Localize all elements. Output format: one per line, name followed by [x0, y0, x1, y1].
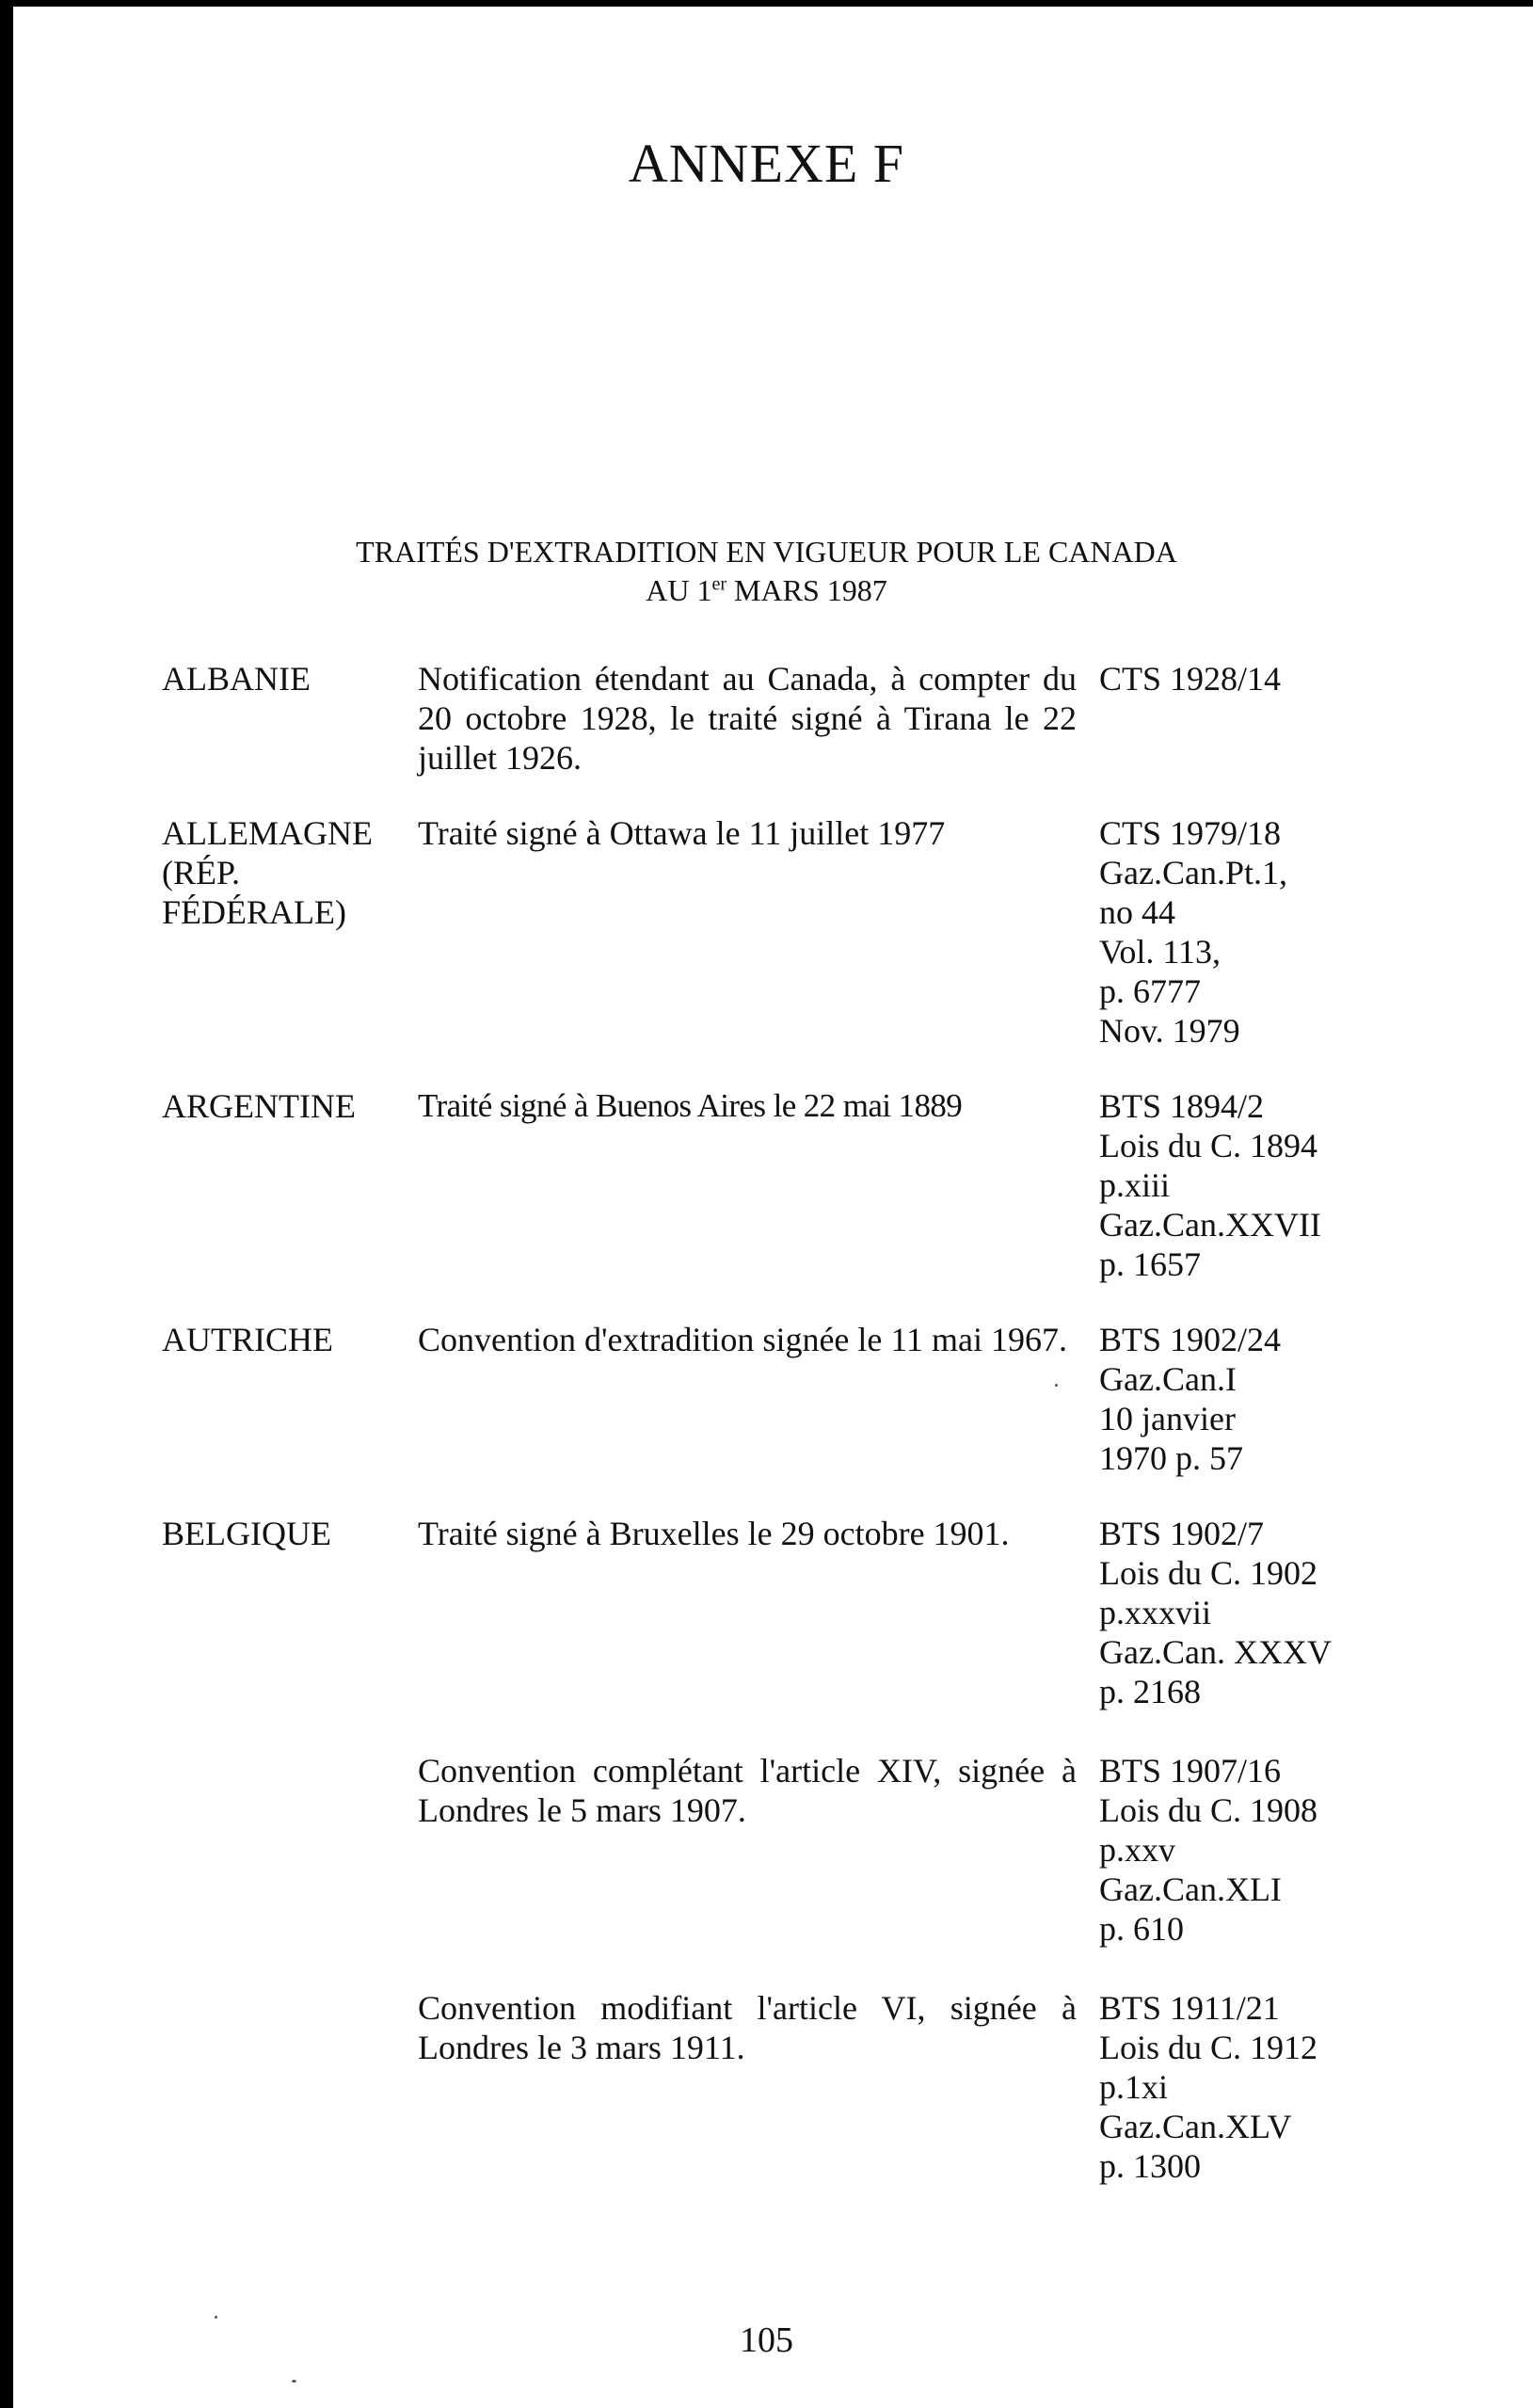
treaty-entry-belgique-1911: [162, 1988, 1385, 2186]
country-name: ALLEMAGNE (RÉP. FÉDÉRALE): [162, 814, 373, 931]
country-name: ARGENTINE: [162, 1087, 356, 1125]
treaty-description: Convention d'extradition signée le 11 mai 1967.: [418, 1321, 1068, 1358]
treaty-description: Traité signé à Bruxelles le 29 octobre 1901.: [418, 1515, 1010, 1552]
treaty-reference: BTS 1902/24 Gaz.Can.I 10 janvier 1970 p. 57: [1099, 1321, 1282, 1477]
treaty-entry-autriche: [162, 1320, 1385, 1478]
scan-left-border: [0, 0, 13, 2408]
country-name: ALBANIE: [162, 660, 311, 698]
country-name: [162, 1751, 418, 1949]
table-subtitle: [0, 533, 1533, 610]
treaty-reference: CTS 1979/18 Gaz.Can.Pt.1, no 44 Vol. 113, p. 6777 Nov. 1979: [1099, 814, 1287, 1050]
treaty-entry-belgique-1907: [162, 1751, 1385, 1949]
treaty-reference: BTS 1894/2 Lois du C. 1894 p.xiii Gaz.Can.XXVII p. 1657: [1099, 1087, 1321, 1283]
treaty-entry-albanie: [162, 659, 1385, 778]
annex-heading: ANNEXE F: [628, 133, 905, 194]
treaty-reference: BTS 1907/16 Lois du C. 1908 p.xxv Gaz.Can.XLI p. 610: [1099, 1752, 1318, 1948]
treaty-description: Traité signé à Buenos Aires le 22 mai 1889: [418, 1087, 963, 1124]
country-name: [162, 1988, 418, 2186]
scan-speck: [1055, 1384, 1058, 1387]
subtitle-date-prefix: AU 1: [646, 573, 712, 607]
treaty-description: Convention complétant l'article XIV, signée à Londres le 5 mars 1907.: [418, 1752, 1077, 1829]
treaty-description: Convention modifiant l'article VI, signée à Londres le 3 mars 1911.: [418, 1989, 1077, 2066]
treaty-entry-allemagne: [162, 813, 1385, 1051]
scan-speck: [292, 2380, 296, 2383]
treaty-reference: CTS 1928/14: [1099, 660, 1282, 698]
treaty-reference: BTS 1902/7 Lois du C. 1902 p.xxxvii Gaz.Can. XXXV p. 2168: [1099, 1515, 1332, 1710]
treaty-reference: BTS 1911/21 Lois du C. 1912 p.1xi Gaz.Can.XLV p. 1300: [1099, 1989, 1318, 2185]
subtitle-date-superscript: er: [711, 573, 727, 595]
treaty-entry-belgique: [162, 1514, 1385, 1711]
treaty-entry-argentine: [162, 1086, 1385, 1284]
subtitle-line-2: [0, 571, 1533, 610]
scan-top-border: [0, 0, 1533, 7]
subtitle-line-1: TRAITÉS D'EXTRADITION EN VIGUEUR POUR LE CANADA: [356, 535, 1177, 569]
country-name: AUTRICHE: [162, 1321, 333, 1358]
treaty-table: [162, 659, 1385, 2186]
treaty-description: Notification étendant au Canada, à compter du 20 octobre 1928, le traité signé à Tirana le 22 juillet 1926.: [418, 660, 1077, 777]
subtitle-date-suffix: MARS 1987: [727, 573, 887, 607]
country-name: BELGIQUE: [162, 1515, 331, 1552]
page-number: 105: [740, 2320, 793, 2360]
scan-speck: [215, 2316, 217, 2319]
treaty-description: Traité signé à Ottawa le 11 juillet 1977: [418, 814, 946, 852]
